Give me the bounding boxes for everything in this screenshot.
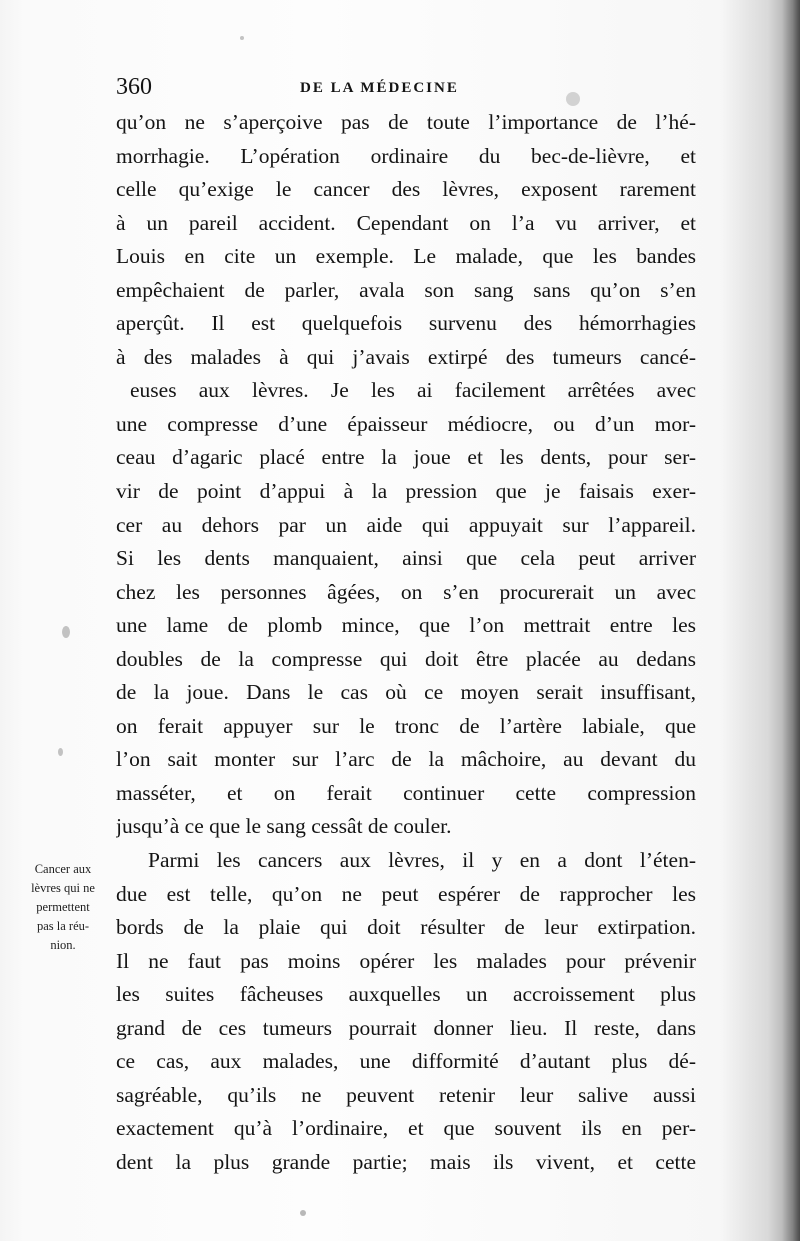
text-line: Si les dents manquaient, ainsi que cela peut arriver [116,546,696,571]
page-number: 360 [116,74,152,100]
text-line: sagréable, qu’ils ne peuvent retenir leur salive aussi [116,1082,696,1107]
text-line: une lame de plomb mince, que l’on mettrait entre les [116,613,696,638]
text-line: exactement qu’à l’ordinaire, et que souvent ils en per- [116,1116,696,1141]
text-line: Il ne faut pas moins opérer les malades pour prévenir [116,948,696,973]
text-line: empêchaient de parler, avala son sang sans qu’on s’en [116,277,696,302]
margin-note-line: permettent [36,900,90,914]
paper-speck [566,92,580,106]
text-line: les suites fâcheuses auxquelles un accroissement plus [116,982,696,1007]
text-line: vir de point d’appui à la pression que je faisais exer- [116,479,696,504]
text-line: qu’on ne s’aperçoive pas de toute l’importance de l’hé- [116,110,696,134]
text-line: Louis en cite un exemple. Le malade, que les bandes [116,244,696,269]
paper-speck [300,1210,306,1216]
text-line: celle qu’exige le cancer des lèvres, exposent rarement [116,177,696,202]
text-line: bords de la plaie qui doit résulter de leur extirpation. [116,915,696,940]
text-line: l’on sait monter sur l’arc de la mâchoire, au devant du [116,747,696,772]
paragraph-start-line: Parmi les cancers aux lèvres, il y en a dont l’éten- [148,848,696,873]
text-line: de la joue. Dans le cas où ce moyen serait insuffisant, [116,680,696,705]
text-line: on ferait appuyer sur le tronc de l’artère labiale, que [116,713,696,738]
text-line: grand de ces tumeurs pourrait donner lieu. Il reste, dans [116,1015,696,1040]
text-line: ce cas, aux malades, une difformité d’autant plus dé- [116,1049,696,1074]
margin-note-line: Cancer aux [34,862,92,876]
margin-note-line: nion. [50,938,76,952]
text-line: due est telle, qu’on ne peut espérer de rapprocher les [116,881,696,906]
text-line: euses aux lèvres. Je les ai facilement arrêtées avec [130,378,696,403]
text-line: cer au dehors par un aide qui appuyait sur l’appareil. [116,512,696,537]
text-line: ceau d’agaric placé entre la joue et les dents, pour ser- [116,445,696,470]
text-line: chez les personnes âgées, on s’en procurerait un avec [116,579,696,604]
paper-speck [58,748,63,756]
paper-speck [240,36,244,40]
text-line: masséter, et on ferait continuer cette compression [116,780,696,805]
page-header [116,72,696,102]
body-text [116,106,696,1180]
text-line: à des malades à qui j’avais extirpé des tumeurs cancé- [116,344,696,369]
text-line: jusqu’à ce que le sang cessât de couler. [116,814,452,839]
running-head: DE LA MÉDECINE [300,80,459,96]
margin-note [6,860,120,955]
text-line: morrhagie. L’opération ordinaire du bec-de-lièvre, et [116,143,696,168]
margin-note-line: lèvres qui ne [31,881,95,895]
text-line: doubles de la compresse qui doit être placée au dedans [116,646,696,671]
text-line: à un pareil accident. Cependant on l’a vu arriver, et [116,210,696,235]
margin-note-line: pas la réu- [36,919,90,933]
paper-speck [62,626,70,638]
text-line: une compresse d’une épaisseur médiocre, ou d’un mor- [116,411,696,436]
page-gutter-shadow [782,0,800,1241]
text-line: aperçût. Il est quelquefois survenu des hémorrhagies [116,311,696,336]
text-line: dent la plus grande partie; mais ils vivent, et cette [116,1149,696,1174]
